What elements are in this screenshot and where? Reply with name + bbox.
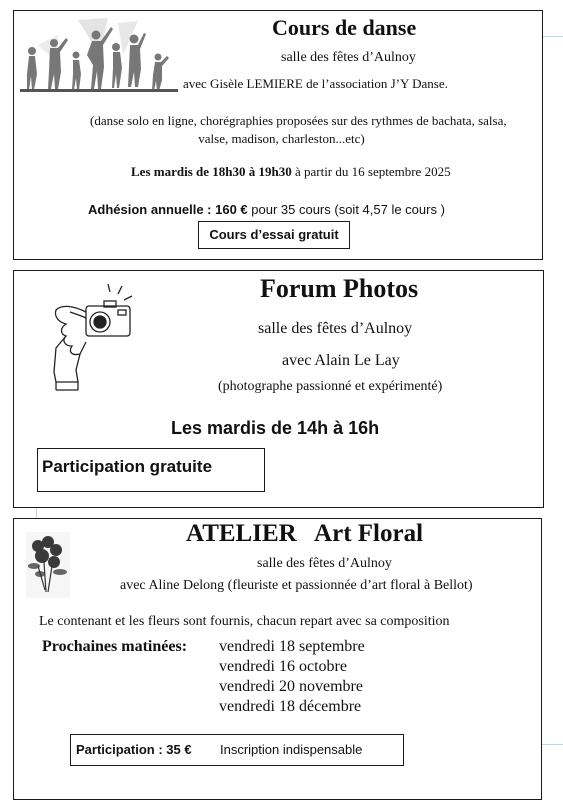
dance-teacher: avec Gisèle LEMIERE de l’association J’Y Danse. [183,76,448,91]
dance-fee-rest: pour 35 cours (soit 4,57 le cours ) [247,202,445,217]
hand-camera-icon [50,282,136,394]
photo-participation-label: Participation gratuite [42,457,213,476]
floral-date-1: vendredi 18 septembre [219,638,365,655]
dance-description-line2: valse, madison, charleston...etc) [198,131,365,146]
floral-date-2: vendredi 16 octobre [219,658,347,675]
floral-participation-label: Participation : 35 € [76,742,192,757]
floral-dates-label: Prochaines matinées: [42,638,188,655]
photo-schedule: Les mardis de 14h à 16h [171,418,380,438]
photo-host-description: (photographe passionné et expérimenté) [218,379,443,394]
floral-inscription-label: Inscription indispensable [220,742,363,757]
dance-schedule-rest: à partir du 16 septembre 2025 [291,164,451,179]
dance-trial-label: Cours d’essai gratuit [209,227,339,242]
dancers-silhouette-icon [18,15,178,93]
photo-title: Forum Photos [260,274,419,303]
floral-date-4: vendredi 18 décembre [219,698,362,715]
photo-host: avec Alain Le Lay [282,352,400,369]
floral-title: ATELIER Art Floral [186,520,424,547]
dance-schedule [131,164,451,180]
floral-note: Le contenant et les fleurs sont fournis, chacun repart avec sa composition [39,614,450,629]
flower-bouquet-icon [26,532,70,598]
dance-schedule-bold: Les mardis de 18h30 à 19h30 [131,164,292,179]
dance-venue: salle des fêtes d’Aulnoy [281,50,416,65]
floral-host: avec Aline Delong (fleuriste et passionnée d’art floral à Bellot) [120,578,473,593]
dance-title: Cours de danse [272,15,417,40]
dance-fee [88,202,445,217]
dance-fee-bold: Adhésion annuelle : 160 € [88,202,248,217]
dance-description-line1: (danse solo en ligne, chorégraphies proposées sur des rythmes de bachata, salsa, [90,113,507,128]
floral-date-3: vendredi 20 novembre [219,678,363,695]
photo-venue: salle des fêtes d’Aulnoy [258,320,413,337]
floral-venue: salle des fêtes d’Aulnoy [257,556,392,571]
